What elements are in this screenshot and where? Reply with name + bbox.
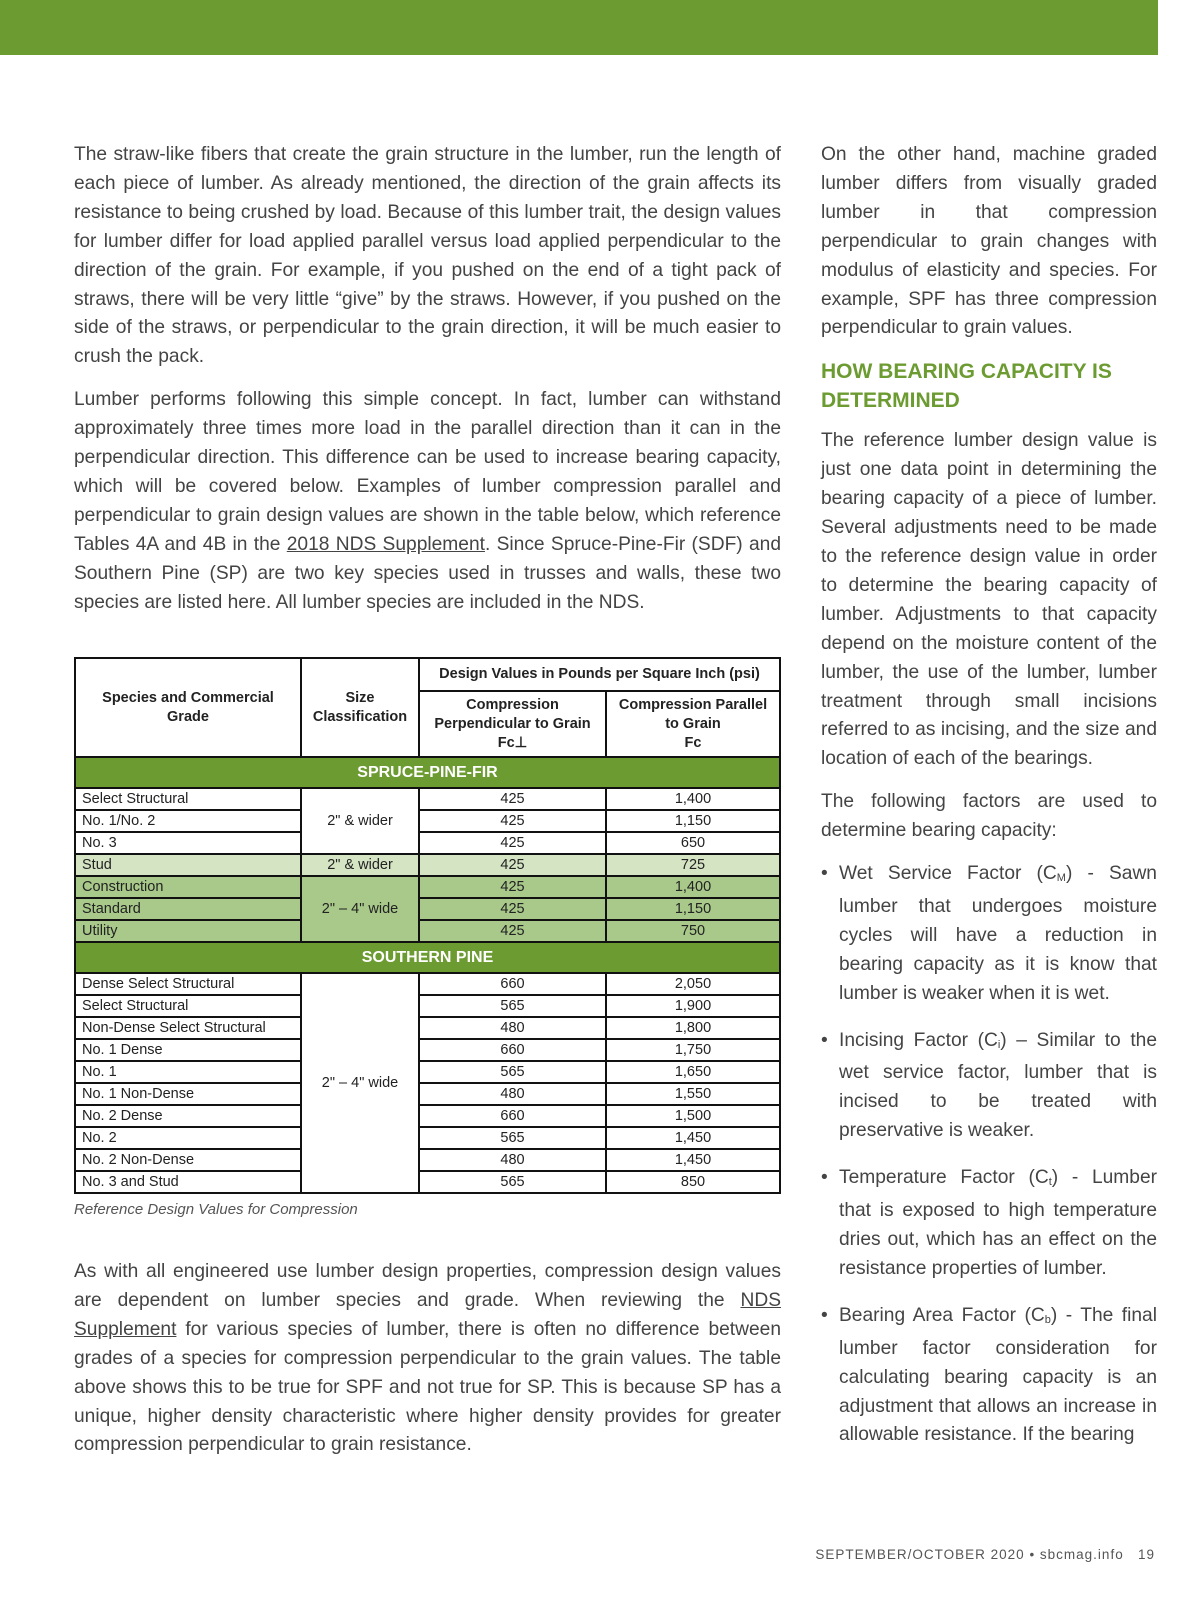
size-cell: 2" & wider <box>301 854 419 876</box>
perp-value-cell: 660 <box>419 1039 606 1061</box>
parallel-value-cell: 1,150 <box>606 810 780 832</box>
text: ) - Sawn lumber that undergoes moisture cycles will have a reduction in bearing capacity as it is know that lumber is weaker when it is wet. <box>839 863 1157 1004</box>
list-item <box>821 1302 1157 1451</box>
size-cell: 2" – 4" wide <box>301 876 419 942</box>
paragraph: The following factors are used to determine bearing capacity: <box>821 791 1157 842</box>
grade-cell: Dense Select Structural <box>75 973 301 995</box>
page-number: 19 <box>1137 1547 1155 1562</box>
col-header-perp <box>419 691 606 757</box>
parallel-value-cell: 850 <box>606 1171 780 1193</box>
subscript: i <box>997 1038 1001 1051</box>
section-row <box>75 757 780 788</box>
grade-cell: Select Structural <box>75 995 301 1017</box>
parallel-value-cell: 1,400 <box>606 876 780 898</box>
parallel-value-cell: 1,800 <box>606 1017 780 1039</box>
footer-text: SEPTEMBER/OCTOBER 2020 • sbcmag.info <box>815 1547 1124 1562</box>
table-row <box>75 973 780 995</box>
col-header-size: Size Classification <box>301 658 419 757</box>
perp-value-cell: 480 <box>419 1017 606 1039</box>
grade-cell: Stud <box>75 854 301 876</box>
col-header-parallel <box>606 691 780 757</box>
parallel-value-cell: 1,450 <box>606 1127 780 1149</box>
header-symbol: Fc⊥ <box>497 734 528 751</box>
text: As with all engineered use lumber design properties, compression design values are dependent on lumber species and grade. When reviewing the <box>74 1261 781 1311</box>
paragraph: The straw-like fibers that create the grain structure in the lumber, run the length of each piece of lumber. As already mentioned, the direction of the grain affects its resistance to being crushed by load. Because of this lumber trait, the design values for lumber differ for load applied parallel versus load applied perpendicular to the direction of the grain. For example, if you pushed on the end of a tight pack of straws, there will be very little “give” by the straws. However, if you pushed on the side of the straws, or perpendicular to the grain direction, it will be much easier to crush the pack. <box>74 144 781 368</box>
parallel-value-cell: 750 <box>606 920 780 942</box>
header-bar <box>0 0 1158 55</box>
section-heading: HOW BEARING CAPACITY IS DETERMINED <box>821 360 1112 413</box>
parallel-value-cell: 1,900 <box>606 995 780 1017</box>
subscript: M <box>1056 872 1066 885</box>
perp-value-cell: 660 <box>419 1105 606 1127</box>
table-row <box>75 810 780 832</box>
text: for various species of lumber, there is often no difference between grades of a species for compression perpendicular to the grain values. The table above shows this to be true for SPF and not true for SP. This is because SP has a unique, higher density characteristic where higher density provides for greater compression perpendicular to grain resistance. <box>74 1318 781 1456</box>
list-item <box>821 1027 1157 1147</box>
perp-value-cell: 425 <box>419 832 606 854</box>
grade-cell: Select Structural <box>75 788 301 810</box>
text: Bearing Area Factor (C <box>839 1304 1045 1326</box>
subscript: t <box>1048 1176 1052 1189</box>
grade-cell: No. 1/No. 2 <box>75 810 301 832</box>
text: ) - Lumber that is exposed to high temperature dries out, which has an effect on the resistance properties of lumber. <box>839 1167 1157 1279</box>
perp-value-cell: 480 <box>419 1149 606 1171</box>
table-row <box>75 1105 780 1127</box>
text: Lumber performs following this simple concept. In fact, lumber can withstand approximately three times more load in the parallel direction than it can in the perpendicular direction. This difference can be used to increase bearing capacity, which will be covered below. Examples of lumber compression parallel and perpendicular to grain design values are shown in the table below, which reference Tables 4A and 4B in the <box>74 389 781 555</box>
left-column <box>74 141 781 632</box>
header-text: Compression Parallel to Grain <box>618 696 768 732</box>
table-row <box>75 1127 780 1149</box>
text: . Since Spruce-Pine-Fir (SDF) and Southern Pine (SP) are two key species used in trusses and walls, these two species are listed here. All lumber species are included in the NDS. <box>74 533 782 613</box>
parallel-value-cell: 1,650 <box>606 1061 780 1083</box>
parallel-value-cell: 725 <box>606 854 780 876</box>
table-row <box>75 920 780 942</box>
text: Incising Factor (C <box>839 1029 998 1051</box>
table-row <box>75 995 780 1017</box>
grade-cell: No. 3 and Stud <box>75 1171 301 1193</box>
perp-value-cell: 565 <box>419 1061 606 1083</box>
perp-value-cell: 480 <box>419 1083 606 1105</box>
table-row <box>75 1061 780 1083</box>
grade-cell: Utility <box>75 920 301 942</box>
perp-value-cell: 565 <box>419 1127 606 1149</box>
grade-cell: No. 2 Non-Dense <box>75 1149 301 1171</box>
list-item <box>821 860 1157 1009</box>
grade-cell: No. 2 <box>75 1127 301 1149</box>
paragraph <box>74 1258 781 1460</box>
header-text: Compression Perpendicular to Grain <box>434 696 591 732</box>
table-row <box>75 832 780 854</box>
paragraph: On the other hand, machine graded lumber differs from visually graded lumber in that compression perpendicular to grain changes with modulus of elasticity and species. For example, SPF has three compression perpendicular to grain values. <box>821 144 1157 339</box>
subscript: b <box>1044 1313 1051 1326</box>
table-row <box>75 898 780 920</box>
perp-value-cell: 425 <box>419 788 606 810</box>
perp-value-cell: 565 <box>419 1171 606 1193</box>
right-column <box>821 141 1157 1468</box>
table-row <box>75 1039 780 1061</box>
parallel-value-cell: 1,750 <box>606 1039 780 1061</box>
section-label: SPRUCE-PINE-FIR <box>75 757 780 788</box>
text: Temperature Factor (C <box>839 1167 1049 1189</box>
grade-cell: No. 1 Non-Dense <box>75 1083 301 1105</box>
grade-cell: Non-Dense Select Structural <box>75 1017 301 1039</box>
factor-list <box>821 860 1157 1450</box>
grade-cell: Standard <box>75 898 301 920</box>
table-caption: Reference Design Values for Compression <box>74 1201 358 1218</box>
parallel-value-cell: 650 <box>606 832 780 854</box>
list-item <box>821 1164 1157 1284</box>
perp-value-cell: 425 <box>419 876 606 898</box>
perp-value-cell: 425 <box>419 898 606 920</box>
parallel-value-cell: 1,500 <box>606 1105 780 1127</box>
grade-cell: Construction <box>75 876 301 898</box>
text: ) - The final lumber factor consideration for calculating bearing capacity is an adjustment that allows an increase in allowable resistance. If the bearing <box>839 1304 1157 1446</box>
parallel-value-cell: 2,050 <box>606 973 780 995</box>
col-header-design-values: Design Values in Pounds per Square Inch (psi) <box>419 658 780 691</box>
text: Wet Service Factor (C <box>839 863 1057 885</box>
paragraph <box>74 386 781 617</box>
parallel-value-cell: 1,550 <box>606 1083 780 1105</box>
perp-value-cell: 660 <box>419 973 606 995</box>
header-symbol: Fc <box>684 734 702 751</box>
parallel-value-cell: 1,150 <box>606 898 780 920</box>
grade-cell: No. 1 Dense <box>75 1039 301 1061</box>
parallel-value-cell: 1,400 <box>606 788 780 810</box>
nds-supplement-link[interactable]: 2018 NDS Supplement <box>286 533 485 555</box>
grade-cell: No. 3 <box>75 832 301 854</box>
perp-value-cell: 425 <box>419 810 606 832</box>
paragraph: The reference lumber design value is just one data point in determining the bearing capacity of a piece of lumber. Several adjustments need to be made to the reference design value in order to determine the bearing capacity of lumber. Adjustments to that capacity depend on the moisture content of the lumber, the use of the lumber, lumber treatment through small incisions referred to as incising, and the size and location of each of the bearings. <box>821 430 1157 770</box>
parallel-value-cell: 1,450 <box>606 1149 780 1171</box>
nds-supplement-link[interactable]: NDS Supplement <box>74 1289 781 1340</box>
grade-cell: No. 2 Dense <box>75 1105 301 1127</box>
text: ) – Similar to the wet service factor, lumber that is incised to be treated with preservative is weaker. <box>839 1029 1157 1142</box>
perp-value-cell: 425 <box>419 854 606 876</box>
table-row <box>75 1149 780 1171</box>
page-footer <box>815 1547 1155 1562</box>
size-cell: 2" – 4" wide <box>301 973 419 1193</box>
bottom-paragraph-block <box>74 1258 781 1474</box>
table-row <box>75 1171 780 1193</box>
section-label: SOUTHERN PINE <box>75 942 780 973</box>
table-row <box>75 788 780 810</box>
table-row <box>75 1017 780 1039</box>
table-row <box>75 1083 780 1105</box>
table-row <box>75 854 780 876</box>
section-row <box>75 942 780 973</box>
size-cell: 2" & wider <box>301 788 419 854</box>
col-header-grade: Species and Commercial Grade <box>75 658 301 757</box>
perp-value-cell: 425 <box>419 920 606 942</box>
table-row <box>75 876 780 898</box>
grade-cell: No. 1 <box>75 1061 301 1083</box>
design-values-table <box>74 657 781 1194</box>
perp-value-cell: 565 <box>419 995 606 1017</box>
